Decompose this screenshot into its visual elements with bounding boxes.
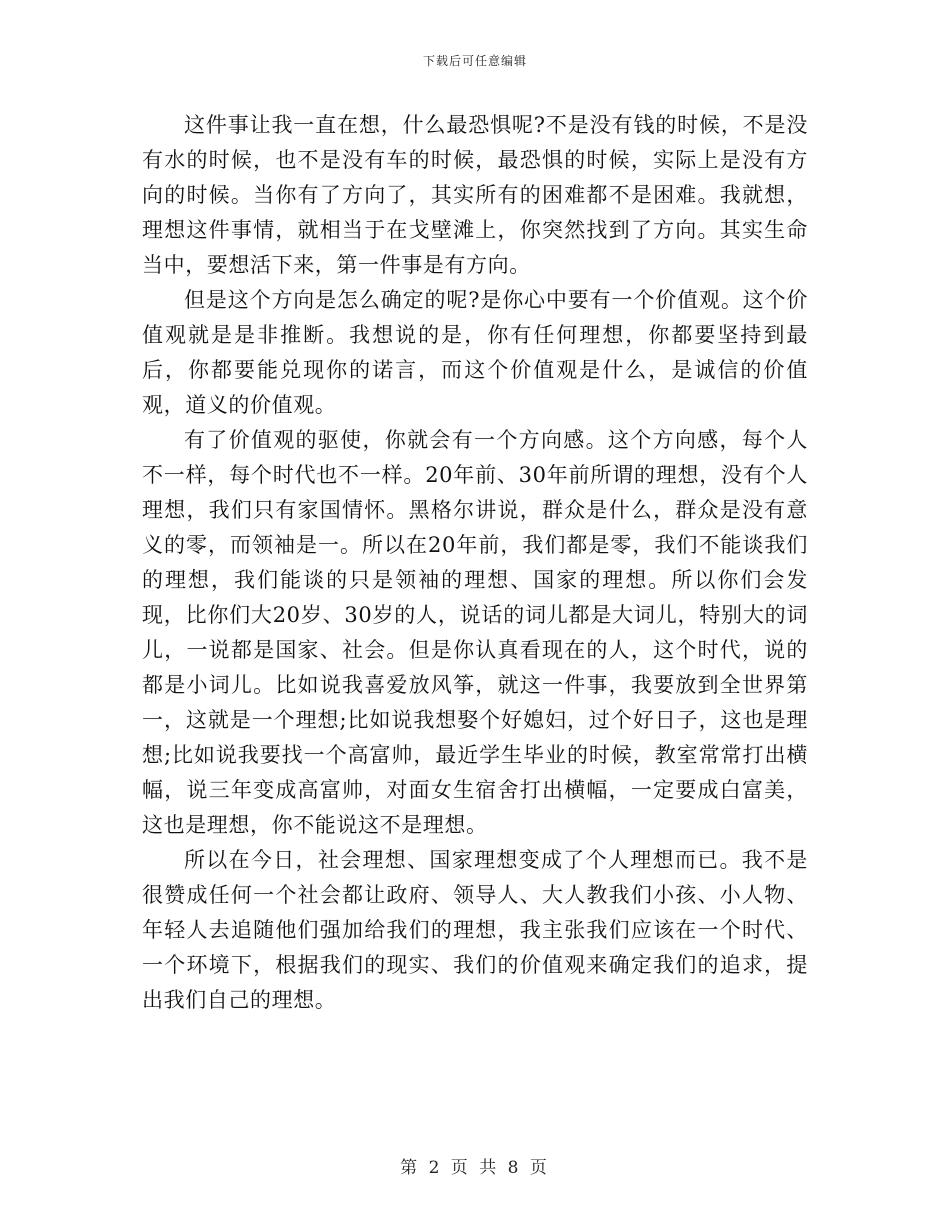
paragraph-4: 所以在今日，社会理想、国家理想变成了个人理想而已。我不是很赞成任何一个社会都让政府、领导人、大人教我们小孩、小人物、年轻人去追随他们强加给我们的理想，我主张我们应该在一个时代、一个环境下，根据我们的现实、我们的价值观来确定我们的追求，提出我们自己的理想。 (142, 848, 808, 1012)
document-body (142, 108, 808, 1018)
paragraph-1: 这件事让我一直在想，什么最恐惧呢?不是没有钱的时候，不是没有水的时候，也不是没有车的时候，最恐惧的时候，实际上是没有方向的时候。当你有了方向了，其实所有的困难都不是困难。我就想，理想这件事情，就相当于在戈壁滩上，你突然找到了方向。其实生命当中，要想活下来，第一件事是有方向。 (142, 113, 808, 277)
page-header-note: 下载后可任意编辑 (422, 54, 527, 68)
paragraph-2: 但是这个方向是怎么确定的呢?是你心中要有一个价值观。这个价值观就是是非推断。我想说的是，你有任何理想，你都要坚持到最后，你都要能兑现你的诺言，而这个价值观是什么，是诚信的价值观，道义的价值观。 (142, 288, 808, 417)
page-number-footer: 第 2 页 共 8 页 (400, 1158, 550, 1178)
paragraph-3: 有了价值观的驱使，你就会有一个方向感。这个方向感，每个人不一样，每个时代也不一样。20年前、30年前所谓的理想，没有个人理想，我们只有家国情怀。黑格尔讲说，群众是什么，群众是没有意义的零，而领袖是一。所以在20年前，我们都是零，我们不能谈我们的理想，我们能谈的只是领袖的理想、国家的理想。所以你们会发现，比你们大20岁、30岁的人，说话的词儿都是大词儿，特别大的词儿，一说都是国家、社会。但是你认真看现在的人，这个时代，说的都是小词儿。比如说我喜爱放风筝，就这一件事，我要放到全世界第一，这就是一个理想;比如说我想娶个好媳妇，过个好日子，这也是理想;比如说我要找一个高富帅，最近学生毕业的时候，教室常常打出横幅，说三年变成高富帅，对面女生宿舍打出横幅，一定要成白富美，这也是理想，你不能说这不是理想。 (142, 428, 808, 837)
